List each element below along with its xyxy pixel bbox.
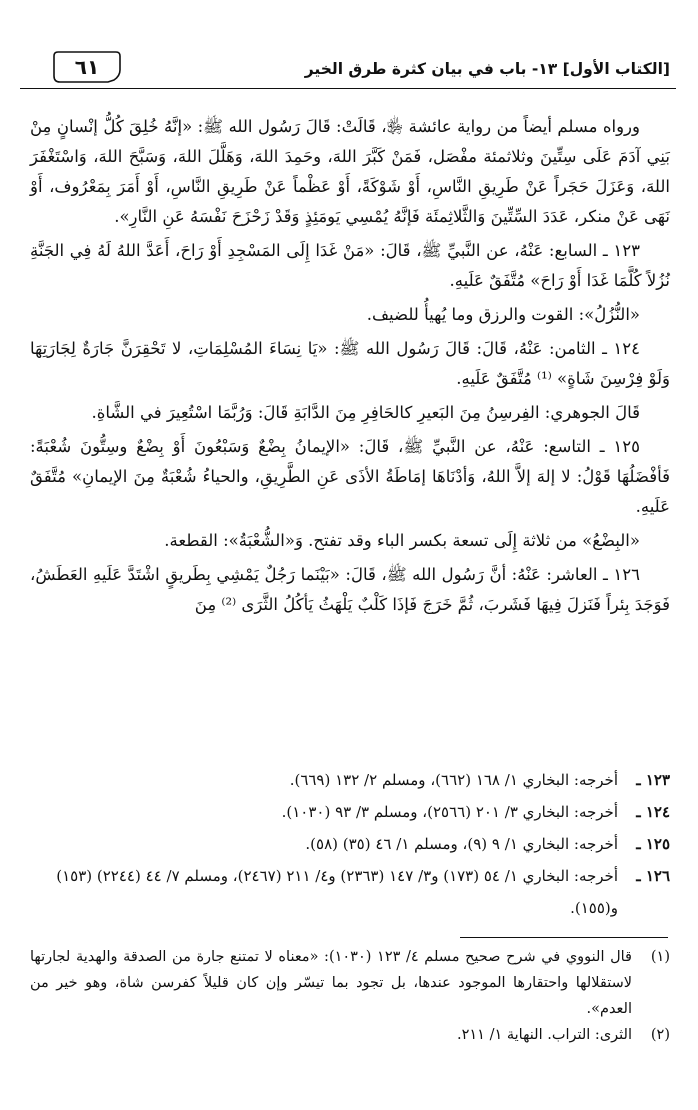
hadith-123: ١٢٣ ـ السابع: عَنْهُ، عن النَّبيِّ ﷺ، قَالَ: «مَنْ غَدَا إِلَى المَسْجِدِ أَوْ رَاحَ، أَعَدَّ اللهُ لَهُ فِي الجَنَّةِ نُزُلاً كُلَّمَا غَدَا أَوْ رَاحَ» مُتَّفَقٌ عَلَيهِ. [30,241,670,290]
hadith-124: ١٢٤ ـ الثامن: عَنْهُ، قَالَ: قَالَ رَسُول الله ﷺ: «يَا نِسَاءَ المُسْلِمَاتِ، لا تَحْقِرَنَّ جَارَةٌ لِجَارَتِهَا وَلَوْ فِرْسِنَ شَاةٍ» ⁽¹⁾ مُتَّفَقٌ عَلَيهِ. [30,339,670,388]
source-number: ١٢٣ ـ [636,771,670,789]
source-number: ١٢٦ ـ [636,867,670,885]
source-row [30,796,670,828]
source-row [30,828,670,860]
source-text: أخرجه: البخاري ١/ ٥٤ (١٧٣) و٣/ ١٤٧ (٢٣٦٣) و٤/ ٢١١ (٢٤٦٧)، ومسلم ٧/ ٤٤ (٢٢٤٤) (١٥٣) و(١٥٥). [56,867,618,917]
takhrij-footnotes [30,764,670,924]
source-row [30,764,670,796]
main-text [30,112,670,624]
source-row [30,860,670,924]
chapter-title: [الكتاب الأول] ١٣- باب في بيان كثرة طرق الخير [304,60,670,78]
jawhari-note: قَالَ الجوهري: الفِرسِنُ مِنَ البَعيرِ كالحَافِرِ مِنَ الدَّابَةِ قَالَ: وَرُبَّمَا اسْتُعِيرَ في الشَّاةِ. [91,403,640,422]
footnote-number: (١) [650,949,670,965]
footnote-number: (٢) [650,1027,670,1043]
hadith-125: ١٢٥ ـ التاسع: عَنْهُ، عن النَّبيِّ ﷺ، قَالَ: «الإيمانُ بِضْعٌ وَسَبْعُونَ أَوْ بِضْعٌ وسِتُّونَ شُعْبَةً: فَأفْضَلُهَا قَوْلُ: لا إلهَ إلاَّ اللهُ، وَأدْنَاهَا إمَاطَةُ الأذَى عَنِ الطَّرِيقِ، والحياءُ شُعْبَةٌ مِنَ الإيمانِ» مُتَّفَقٌ عَلَيهِ. [30,437,670,516]
source-text: أخرجه: البخاري ١/ ٩ (٩)، ومسلم ١/ ٤٦ (٣٥) (٥٨). [305,835,618,853]
page-header [20,42,676,90]
paragraph: ورواه مسلم أيضاً من رواية عائشة ﵂، قَالَتْ: قَالَ رَسُول الله ﷺ: «إنَّهُ خُلِقَ كُلُّ إنْسانٍ مِنْ بَنِي آدَمَ عَلَى سِتِّينَ وثلاثمئة مفْصَل، فَمَنْ كَبَّرَ اللهَ، وحَمِدَ اللهَ، وَهَلَّلَ اللهَ، وَسَبَّحَ اللهَ، وَاسْتَغْفَرَ اللهَ، وَعَزَلَ حَجَراً عَنْ طَرِيقِ النَّاسِ، أَوْ شَوْكَةً، أَوْ عَظْماً عَنْ طَرِيقِ النَّاسِ، أَوْ أَمَرَ بِمَعْرُوف، أَوْ نَهَى عَنْ منكر، عَدَدَ السِّتِّينَ وَالثَّلاثِمئَة فَإنَّهُ يُمْسِي يَومَئِذٍ وَقَدْ زَحْزَحَ نَفْسَهُ عَنِ النَّارِ». [30,117,670,226]
page-number-box [52,50,122,84]
source-text: أخرجه: البخاري ١/ ١٦٨ (٦٦٢)، ومسلم ٢/ ١٣٢ (٦٦٩). [289,771,618,789]
definition-nuzul: «النُّزُلُ»: القوت والرزق وما يُهيأُ للضيف. [366,305,640,324]
source-number: ١٢٥ ـ [636,835,670,853]
footnote-text: الثرى: التراب. النهاية ١/ ٢١١. [456,1027,632,1043]
header-rule [20,88,676,89]
footnotes [30,944,670,1048]
hadith-126: ١٢٦ ـ العاشر: عَنْهُ: أنَّ رَسُول الله ﷺ، قَالَ: «بَيْنَما رَجُلٌ يَمْشِي بِطَريقٍ اشْتَدَّ عَلَيهِ العَطَشُ، فَوَجَدَ بِئراً فَنَزلَ فِيهَا فَشَربَ، ثُمَّ خَرَجَ فَإذَا كَلْبٌ يَلْهَثُ يَأكُلُ الثَّرَى ⁽²⁾ مِنَ [30,565,670,614]
footnote-text: قال النووي في شرح صحيح مسلم ٤/ ١٢٣ (١٠٣٠): «معناه لا تمتنع جارة من الصدقة والهدية لجارتها لاستقلالها واحتقارها الموجود عندها، بل تجود بما تيسّر وإن كان قليلاً كفرسن شاة، وهو خير من العدم». [30,949,632,1017]
footnote [30,944,670,1022]
definition-bid: «البِضْعُ» من ثلاثة إِلَى تسعة بكسر الباء وقد تفتح. وَ«الشُّعْبَةُ»: القطعة. [164,531,640,550]
footnote [30,1022,670,1048]
page-number: ٦١ [74,55,100,79]
source-number: ١٢٤ ـ [636,803,670,821]
footnote-rule [460,937,668,938]
source-text: أخرجه: البخاري ٣/ ٢٠١ (٢٥٦٦)، ومسلم ٣/ ٩٣ (١٠٣٠). [281,803,618,821]
